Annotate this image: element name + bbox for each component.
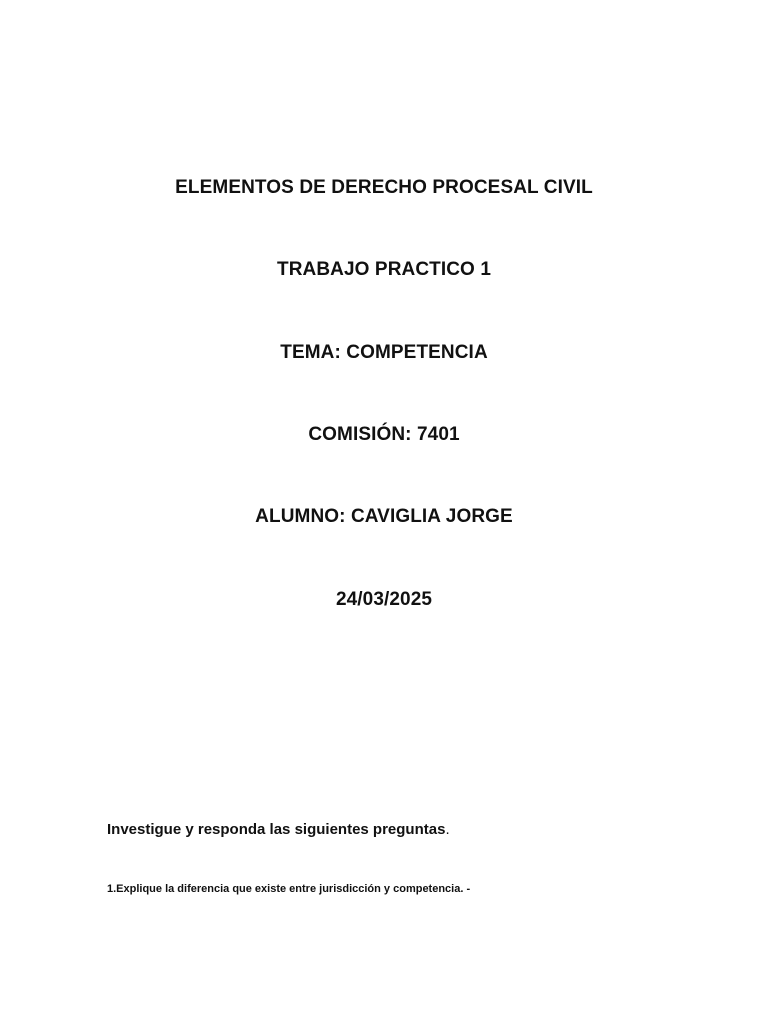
student-line: ALUMNO: CAVIGLIA JORGE — [255, 506, 513, 527]
date-line: 24/03/2025 — [335, 589, 433, 610]
instruction-body: Investigue y responda las siguientes preguntas — [107, 821, 446, 838]
commission-line: COMISIÓN: 7401 — [308, 424, 460, 445]
assignment-title: TRABAJO PRACTICO 1 — [277, 259, 491, 280]
subject-title: ELEMENTOS DE DERECHO PROCESAL CIVIL — [175, 177, 593, 198]
question-1: 1.Explique la diferencia que existe entre jurisdicción y competencia. - — [107, 883, 471, 895]
topic-title: TEMA: COMPETENCIA — [280, 342, 488, 363]
instruction-period: . — [445, 821, 450, 838]
instruction-text — [107, 820, 450, 840]
